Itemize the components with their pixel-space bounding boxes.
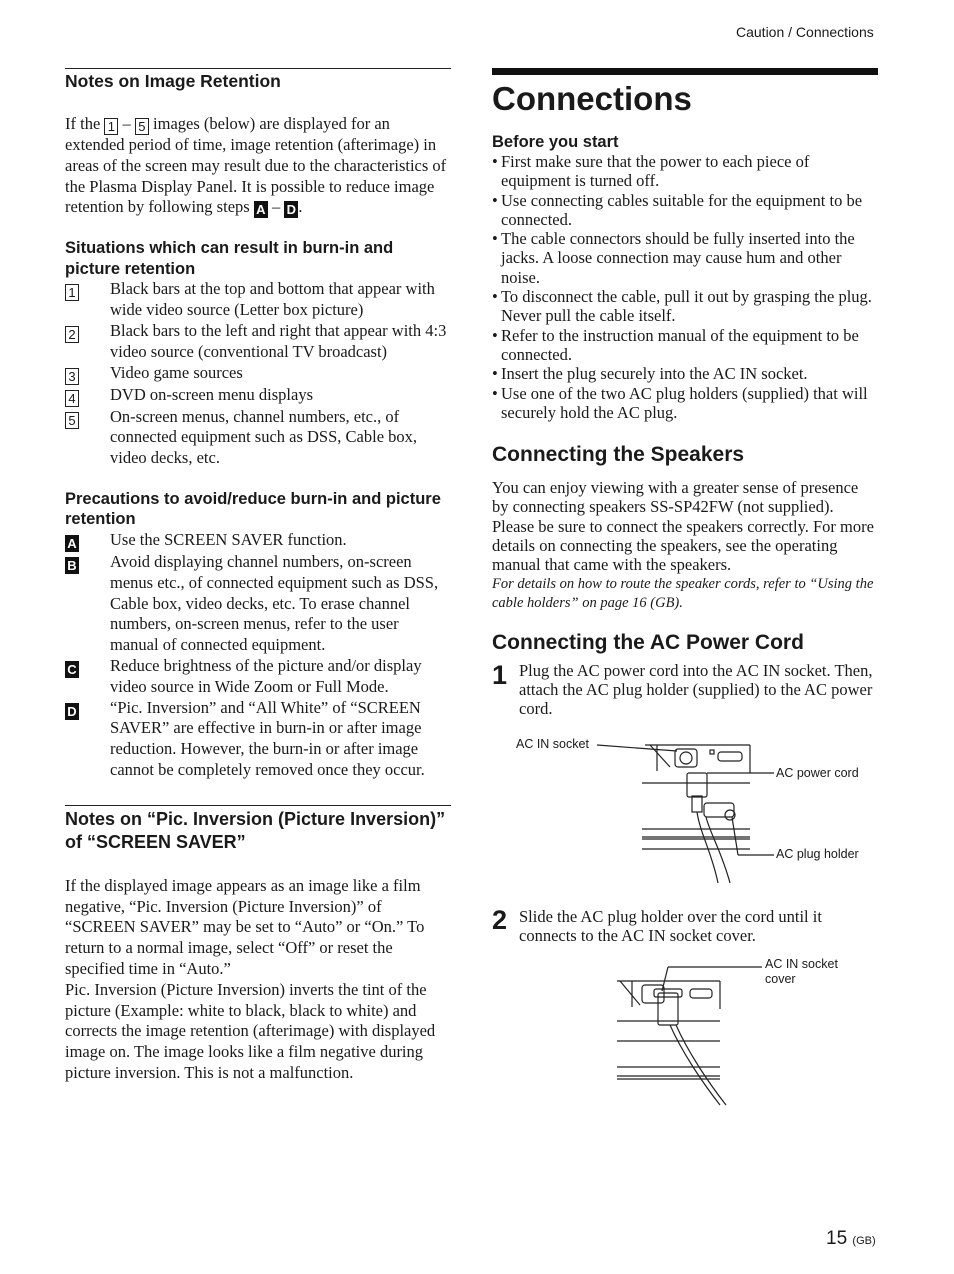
before-list xyxy=(492,152,878,422)
precaution-item: D “Pic. Inversion” and “All White” of “SCREEN SAVER” are effective in burn-in or after image reduction. However, the burn-in or after image cannot be completely removed once they occur. xyxy=(65,698,451,781)
precautions-title: Precautions to avoid/reduce burn-in and picture retention xyxy=(65,489,441,529)
label-ac-in-socket-cover: AC IN socket cover xyxy=(765,957,838,987)
speakers-note: For details on how to route the speaker cords, refer to “Using the cable holders” on page 16 (GB). xyxy=(492,575,874,611)
speakers-text: You can enjoy viewing with a greater sense of presence by connecting speakers SS-SP42FW (not supplied). Please be sure to connect the speakers correctly. For more details on connecting the speakers, see the operating manual that came with the speakers. xyxy=(492,478,874,575)
diagram-ac-cord xyxy=(492,733,878,911)
precautions-list xyxy=(65,530,451,781)
running-header: Caution / Connections xyxy=(736,24,874,40)
list-item: • Use connecting cables suitable for the equipment to be connected. xyxy=(492,190,863,229)
left-column xyxy=(65,68,451,1084)
situation-item: 3 Video game sources xyxy=(65,363,451,385)
page-number: 15 (GB) xyxy=(826,1228,876,1249)
title-rule xyxy=(492,68,878,75)
speakers-title: Connecting the Speakers xyxy=(492,443,745,467)
step-2 xyxy=(492,904,878,946)
box-1: 1 xyxy=(104,118,118,135)
step-number: 1 xyxy=(492,660,508,691)
step-number: 2 xyxy=(492,904,508,935)
label-ac-in-socket: AC IN socket xyxy=(516,736,589,751)
diagram-socket-cover xyxy=(492,957,878,1117)
list-item: • First make sure that the power to each piece of equipment is turned off. xyxy=(492,152,810,191)
list-item: • The cable connectors should be fully inserted into the jacks. A loose connection may cause hum and other noise. xyxy=(492,229,855,287)
retention-title: Notes on Image Retention xyxy=(65,71,281,91)
box-d: D xyxy=(284,201,298,218)
list-item: • Insert the plug securely into the AC IN socket. xyxy=(492,364,808,384)
ac-cord-illustration xyxy=(492,733,878,911)
label-ac-power-cord: AC power cord xyxy=(776,765,859,780)
box-5: 5 xyxy=(135,118,149,135)
step-text: Plug the AC power cord into the AC IN socket. Then, attach the AC plug holder (supplied) to the AC power cord. xyxy=(519,661,873,718)
picinv-title: Notes on “Pic. Inversion (Picture Inversion)” of “SCREEN SAVER” xyxy=(65,808,446,852)
box-a: A xyxy=(254,201,268,218)
before-title: Before you start xyxy=(492,133,619,151)
picinv-paragraph-1: If the displayed image appears as an image like a film negative, “Pic. Inversion (Picture Inversion)” of “SCREEN SAVER” may be set to “Auto” or “On.” To return to a normal image, select “Off” or reset the specified time in “Auto.” xyxy=(65,875,425,978)
precaution-item: B Avoid displaying channel numbers, on-screen menus etc., of connected equipment such as DSS, Cable box, video decks, etc. To erase channel numbers, on-screen menus, refer to the user manual of connected equipment. xyxy=(65,552,451,656)
situation-item: 2 Black bars to the left and right that appear with 4:3 video source (conventional TV broadcast) xyxy=(65,321,451,363)
situations-title: Situations which can result in burn-in and picture retention xyxy=(65,239,394,278)
list-item: • Refer to the instruction manual of the equipment to be connected. xyxy=(492,325,859,364)
situation-item: 5 On-screen menus, channel numbers, etc., of connected equipment such as DSS, Cable box, video decks, etc. xyxy=(65,407,451,469)
section-rule xyxy=(65,805,451,806)
situation-item: 4 DVD on-screen menu displays xyxy=(65,385,451,407)
precaution-item: A Use the SCREEN SAVER function. xyxy=(65,530,451,552)
situations-list xyxy=(65,279,451,469)
right-column xyxy=(492,68,878,1117)
section-rule xyxy=(65,68,451,69)
retention-intro: If the 1 – 5 images (below) are displayed for an extended period of time, image retention (afterimage) in areas of the screen may result due to the characteristics of the Plasma Display Panel. It is possible to reduce image retention by following steps A – D . xyxy=(65,114,447,218)
step-text: Slide the AC plug holder over the cord until it connects to the AC IN socket cover. xyxy=(519,906,822,945)
situation-item: 1 Black bars at the top and bottom that appear with wide video source (Letter box picture) xyxy=(65,279,451,321)
page-title: Connections xyxy=(492,80,692,117)
precaution-item: C Reduce brightness of the picture and/or display video source in Wide Zoom or Full Mode. xyxy=(65,656,451,698)
label-ac-plug-holder: AC plug holder xyxy=(776,846,859,861)
list-item: • Use one of the two AC plug holders (supplied) that will securely hold the AC plug. xyxy=(492,383,868,422)
list-item: • To disconnect the cable, pull it out by grasping the plug. Never pull the cable itself. xyxy=(492,287,872,326)
step-1 xyxy=(492,662,878,718)
power-title: Connecting the AC Power Cord xyxy=(492,631,804,655)
picinv-paragraph-2: Pic. Inversion (Picture Inversion) inverts the tint of the picture (Example: white to black, black to white) and corrects the image retention (afterimage) with displayed image on. The image looks like a film negative during picture inversion. This is not a malfunction. xyxy=(65,979,436,1082)
